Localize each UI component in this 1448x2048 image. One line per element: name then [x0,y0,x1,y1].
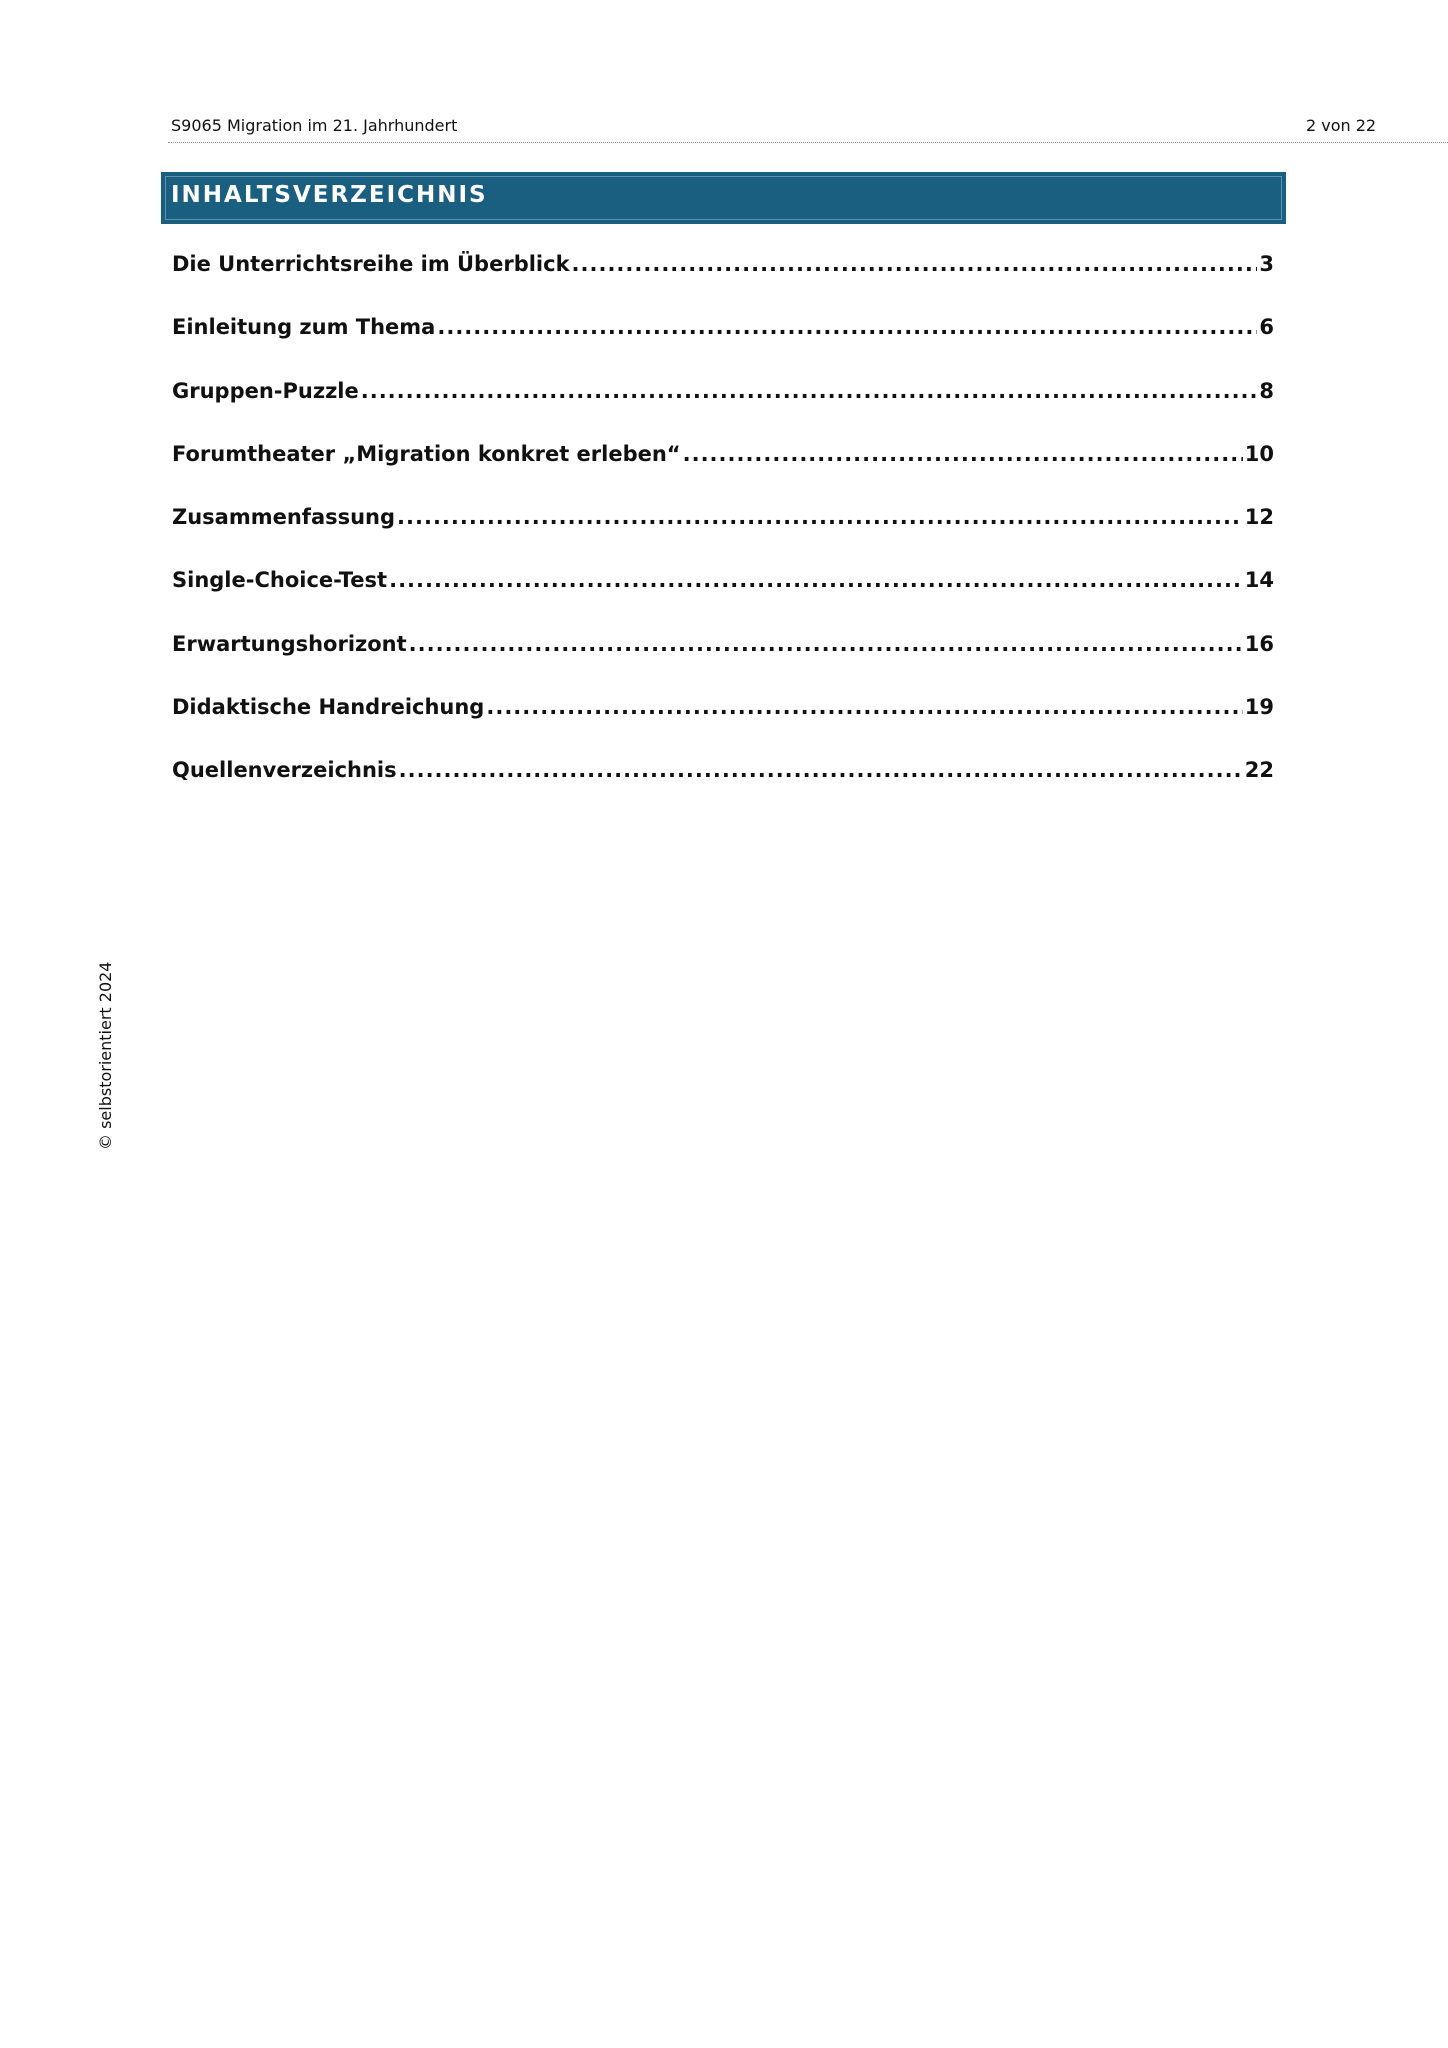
toc-entry-page: 22 [1244,758,1274,783]
toc-dot-leader [683,442,1243,466]
toc-entry-page: 10 [1244,441,1274,466]
toc-entry-page: 12 [1244,505,1274,530]
page-header [168,112,1448,143]
toc-entry-page: 19 [1244,695,1274,720]
toc-dot-leader [437,315,1257,339]
toc-entry[interactable] [172,379,1274,442]
toc-heading-banner [161,172,1286,224]
table-of-contents [172,252,1274,822]
toc-entry-title: Didaktische Handreichung [172,695,485,720]
toc-dot-leader [409,632,1243,656]
toc-entry[interactable] [172,568,1274,631]
copyright-text: © selbstorientiert 2024 [96,961,115,1150]
toc-dot-leader [389,568,1243,592]
toc-dot-leader [572,252,1258,276]
toc-entry[interactable] [172,505,1274,568]
page-indicator: 2 von 22 [1306,116,1377,135]
toc-entry-title: Gruppen-Puzzle [172,378,359,403]
toc-entry-page: 14 [1244,568,1274,593]
toc-entry-title: Single-Choice-Test [172,568,388,593]
toc-entry[interactable] [172,632,1274,695]
toc-dot-leader [486,695,1242,719]
toc-dot-leader [399,758,1243,782]
toc-entry-title: Erwartungshorizont [172,631,407,656]
toc-entry-page: 6 [1259,315,1274,340]
toc-entry-title: Die Unterrichtsreihe im Überblick [172,252,570,276]
toc-entry[interactable] [172,758,1274,821]
toc-entry-page: 16 [1244,631,1274,656]
toc-heading: INHALTSVERZEICHNIS [171,182,488,208]
toc-entry-title: Forumtheater „Migration konkret erleben“ [172,441,681,466]
toc-dot-leader [397,505,1243,529]
document-title: S9065 Migration im 21. Jahrhundert [171,116,458,135]
toc-entry[interactable] [172,315,1274,378]
toc-entry-title: Einleitung zum Thema [172,315,436,340]
toc-entry-page: 8 [1259,378,1274,403]
toc-entry-title: Quellenverzeichnis [172,758,397,783]
toc-entry-page: 3 [1259,252,1274,276]
toc-entry[interactable] [172,695,1274,758]
toc-entry-title: Zusammenfassung [172,505,396,530]
toc-dot-leader [361,379,1258,403]
toc-entry[interactable] [172,252,1274,315]
toc-entry[interactable] [172,442,1274,505]
